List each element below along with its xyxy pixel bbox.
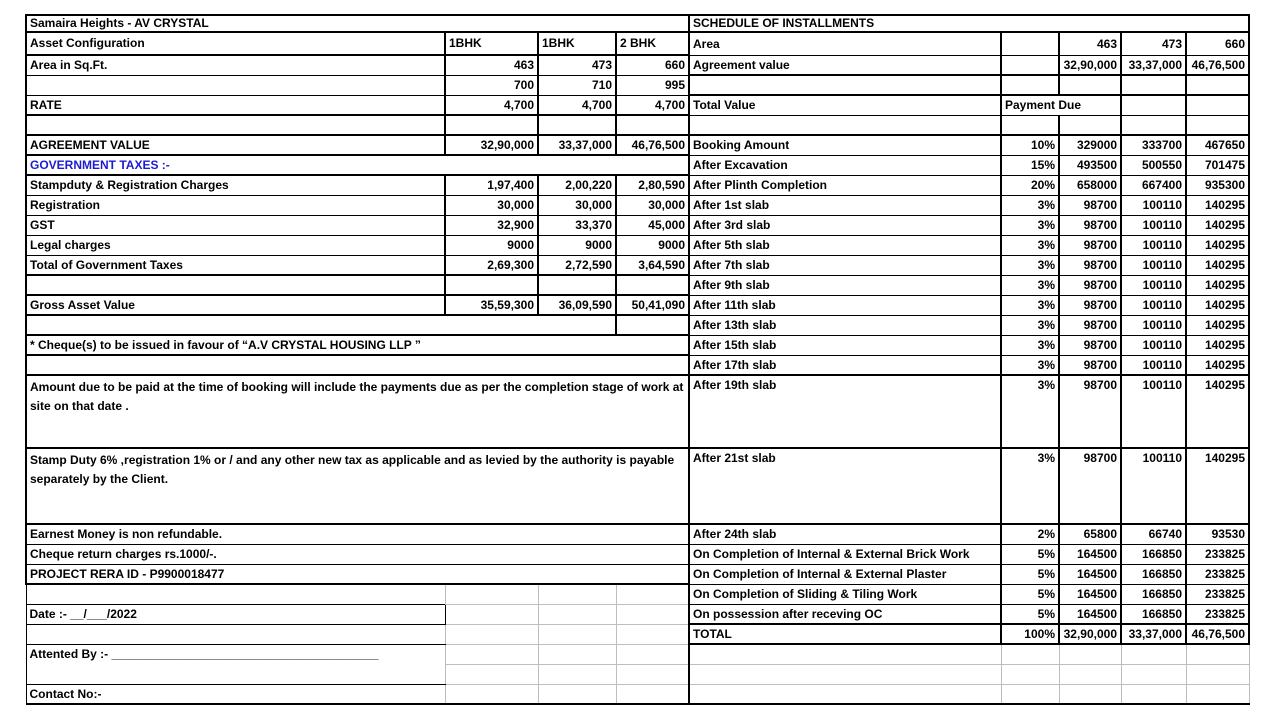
cell-r4c9 (1186, 75, 1249, 95)
cell-r24c5: On Completion of Sliding & Tiling Work (689, 584, 1001, 604)
cell-r24c9: 233825 (1186, 584, 1249, 604)
cell-r9c1: Stampduty & Registration Charges (26, 175, 445, 195)
col-header-1bhk-a: 1BHK (445, 32, 538, 55)
cell-r10c7: 98700 (1059, 195, 1121, 215)
cell-r7c3: 33,37,000 (538, 135, 616, 155)
cell-r28c4 (616, 664, 689, 684)
cell-r28c2 (445, 664, 538, 684)
cell-r16c5: After 13th slab (689, 315, 1001, 335)
row-12 (26, 235, 1249, 255)
row-18 (26, 355, 1249, 375)
row-19 (26, 375, 1249, 448)
cell-r6c8 (1121, 115, 1186, 135)
earnest-money-note: Earnest Money is non refundable. (26, 524, 689, 544)
stamp-duty-note: Stamp Duty 6% ,registration 1% or / and any other new tax as applicable and as levied by the authority is payable separately by the Client. (26, 448, 689, 524)
cell-r6c4 (616, 115, 689, 135)
cell-r7c4: 46,76,500 (616, 135, 689, 155)
row-7 (26, 135, 1249, 155)
cell-r9c6: 20% (1001, 175, 1059, 195)
cell-r2c6 (1001, 32, 1059, 55)
row-20 (26, 448, 1249, 524)
cell-r24c7: 164500 (1059, 584, 1121, 604)
spreadsheet (25, 14, 1250, 705)
cell-r27c6 (1001, 644, 1059, 664)
cell-r8c9: 701475 (1186, 155, 1249, 175)
cell-r11c5: After 3rd slab (689, 215, 1001, 235)
cell-r8c6: 15% (1001, 155, 1059, 175)
cell-r6c6 (1001, 115, 1059, 135)
cell-r3c4: 660 (616, 55, 689, 75)
cell-r25c2 (445, 604, 538, 624)
cell-r15c9: 140295 (1186, 295, 1249, 315)
cell-r14c6: 3% (1001, 275, 1059, 295)
cell-r26c9: 46,76,500 (1186, 624, 1249, 644)
cell-r26c1 (26, 624, 445, 644)
cell-r14c2 (445, 275, 538, 295)
cell-r15c2: 35,59,300 (445, 295, 538, 315)
cell-r28c5 (689, 664, 1001, 684)
cell-r3c1: Area in Sq.Ft. (26, 55, 445, 75)
cell-r7c9: 467650 (1186, 135, 1249, 155)
cell-r10c1: Registration (26, 195, 445, 215)
cell-r4c7 (1059, 75, 1121, 95)
cell-r7c8: 333700 (1121, 135, 1186, 155)
date-field: Date :- __/___/2022 (26, 604, 445, 624)
cell-r21c9: 93530 (1186, 524, 1249, 544)
cell-r17c7: 98700 (1059, 335, 1121, 355)
cell-r23c8: 166850 (1121, 564, 1186, 584)
cell-r27c9 (1186, 644, 1249, 664)
cell-r4c8 (1121, 75, 1186, 95)
cell-r26c4 (616, 624, 689, 644)
cell-r19c8: 100110 (1121, 375, 1186, 448)
cell-r2c8: 473 (1121, 32, 1186, 55)
row-26 (26, 624, 1249, 644)
cell-r12c4: 9000 (616, 235, 689, 255)
cell-r23c5: On Completion of Internal & External Plaster (689, 564, 1001, 584)
row-22 (26, 544, 1249, 564)
cell-r21c8: 66740 (1121, 524, 1186, 544)
cell-r12c2: 9000 (445, 235, 538, 255)
cell-r15c8: 100110 (1121, 295, 1186, 315)
cell-r8c7: 493500 (1059, 155, 1121, 175)
cell-r16c1 (26, 315, 616, 335)
cell-r3c5: Agreement value (689, 55, 1001, 75)
cell-r4c6 (1001, 75, 1059, 95)
cell-r9c2: 1,97,400 (445, 175, 538, 195)
row-5 (26, 95, 1249, 115)
cell-r20c8: 100110 (1121, 448, 1186, 524)
cell-r14c7: 98700 (1059, 275, 1121, 295)
cell-r9c8: 667400 (1121, 175, 1186, 195)
cell-r12c8: 100110 (1121, 235, 1186, 255)
cell-r10c8: 100110 (1121, 195, 1186, 215)
cell-r4c1 (26, 75, 445, 95)
cell-r29c9 (1186, 684, 1249, 704)
cell-r29c6 (1001, 684, 1059, 704)
cell-r23c9: 233825 (1186, 564, 1249, 584)
cell-r15c6: 3% (1001, 295, 1059, 315)
cell-r25c9: 233825 (1186, 604, 1249, 624)
cell-r25c3 (538, 604, 616, 624)
cell-r28c7 (1059, 664, 1121, 684)
cell-r26c7: 32,90,000 (1059, 624, 1121, 644)
cell-r2c9: 660 (1186, 32, 1249, 55)
cell-r6c2 (445, 115, 538, 135)
cell-r14c9: 140295 (1186, 275, 1249, 295)
cell-r25c7: 164500 (1059, 604, 1121, 624)
row-1 (26, 15, 1249, 32)
cell-r21c5: After 24th slab (689, 524, 1001, 544)
cell-r18c7: 98700 (1059, 355, 1121, 375)
row-27 (26, 644, 1249, 664)
cell-r13c9: 140295 (1186, 255, 1249, 275)
cell-r9c4: 2,80,590 (616, 175, 689, 195)
cell-r27c7 (1059, 644, 1121, 664)
cell-r24c6: 5% (1001, 584, 1059, 604)
row-23 (26, 564, 1249, 584)
cell-r25c6: 5% (1001, 604, 1059, 624)
cell-r22c6: 5% (1001, 544, 1059, 564)
cell-r6c9 (1186, 115, 1249, 135)
cell-r29c4 (616, 684, 689, 704)
cell-r13c7: 98700 (1059, 255, 1121, 275)
cell-r9c7: 658000 (1059, 175, 1121, 195)
attended-by-field: Attented By :- ________________________________________ (26, 644, 445, 664)
cell-r20c7: 98700 (1059, 448, 1121, 524)
total-label: TOTAL (689, 624, 1001, 644)
cell-r6c5 (689, 115, 1001, 135)
cell-r26c8: 33,37,000 (1121, 624, 1186, 644)
cell-r12c9: 140295 (1186, 235, 1249, 255)
cell-r29c2 (445, 684, 538, 704)
schedule-title: SCHEDULE OF INSTALLMENTS (689, 15, 1249, 32)
cell-r29c7 (1059, 684, 1121, 704)
cell-r29c5 (689, 684, 1001, 704)
total-value-label: Total Value (689, 95, 1001, 115)
section-government-taxes: GOVERNMENT TAXES :- (26, 155, 689, 175)
cell-r15c5: After 11th slab (689, 295, 1001, 315)
cheque-return-note: Cheque return charges rs.1000/-. (26, 544, 689, 564)
cell-r22c7: 164500 (1059, 544, 1121, 564)
cell-r10c4: 30,000 (616, 195, 689, 215)
cell-r11c3: 33,370 (538, 215, 616, 235)
cell-r13c8: 100110 (1121, 255, 1186, 275)
cell-r12c6: 3% (1001, 235, 1059, 255)
cell-r26c3 (538, 624, 616, 644)
area-label: Area (689, 32, 1001, 55)
cell-r13c3: 2,72,590 (538, 255, 616, 275)
cell-r17c8: 100110 (1121, 335, 1186, 355)
rate-label: RATE (26, 95, 445, 115)
col-header-2bhk: 2 BHK (616, 32, 689, 55)
row-13 (26, 255, 1249, 275)
row-25 (26, 604, 1249, 624)
cell-r3c2: 463 (445, 55, 538, 75)
cell-r7c2: 32,90,000 (445, 135, 538, 155)
cell-r20c6: 3% (1001, 448, 1059, 524)
cell-r10c2: 30,000 (445, 195, 538, 215)
cell-r28c9 (1186, 664, 1249, 684)
cell-r9c3: 2,00,220 (538, 175, 616, 195)
cell-r20c9: 140295 (1186, 448, 1249, 524)
cell-r25c4 (616, 604, 689, 624)
cell-r15c4: 50,41,090 (616, 295, 689, 315)
contact-no-field: Contact No:- (26, 684, 445, 704)
cell-r15c7: 98700 (1059, 295, 1121, 315)
cell-r11c7: 98700 (1059, 215, 1121, 235)
cell-r24c1 (26, 584, 445, 604)
row-29 (26, 684, 1249, 704)
cell-r21c6: 2% (1001, 524, 1059, 544)
row-24 (26, 584, 1249, 604)
row-4 (26, 75, 1249, 95)
row-3 (26, 55, 1249, 75)
cell-r4c2: 700 (445, 75, 538, 95)
booking-amount-note: Amount due to be paid at the time of booking will include the payments due as per the completion stage of work at site on that date . (26, 375, 689, 448)
cell-r5c9 (1186, 95, 1249, 115)
gross-asset-value-label: Gross Asset Value (26, 295, 445, 315)
cell-r18c1 (26, 355, 689, 375)
cell-r18c9: 140295 (1186, 355, 1249, 375)
cell-r16c6: 3% (1001, 315, 1059, 335)
cell-r11c2: 32,900 (445, 215, 538, 235)
cell-r12c5: After 5th slab (689, 235, 1001, 255)
cell-r19c7: 98700 (1059, 375, 1121, 448)
cell-r28c1 (26, 664, 445, 684)
cell-r9c9: 935300 (1186, 175, 1249, 195)
cell-r24c3 (538, 584, 616, 604)
cell-r4c4: 995 (616, 75, 689, 95)
cell-r3c7: 32,90,000 (1059, 55, 1121, 75)
cell-r12c1: Legal charges (26, 235, 445, 255)
cell-r27c4 (616, 644, 689, 664)
cell-r3c3: 473 (538, 55, 616, 75)
row-21 (26, 524, 1249, 544)
cell-r27c3 (538, 644, 616, 664)
cell-r13c2: 2,69,300 (445, 255, 538, 275)
cell-r19c6: 3% (1001, 375, 1059, 448)
cell-r17c9: 140295 (1186, 335, 1249, 355)
cell-r29c8 (1121, 684, 1186, 704)
cell-r24c2 (445, 584, 538, 604)
row-17 (26, 335, 1249, 355)
row-6 (26, 115, 1249, 135)
cell-r26c2 (445, 624, 538, 644)
cell-r23c7: 164500 (1059, 564, 1121, 584)
cell-r22c9: 233825 (1186, 544, 1249, 564)
cell-r19c9: 140295 (1186, 375, 1249, 448)
cell-r7c6: 10% (1001, 135, 1059, 155)
payment-due-label: Payment Due (1001, 95, 1121, 115)
cell-r25c8: 166850 (1121, 604, 1186, 624)
cheque-favour-note: * Cheque(s) to be issued in favour of “A.V CRYSTAL HOUSING LLP ” (26, 335, 689, 355)
row-28 (26, 664, 1249, 684)
cell-r12c3: 9000 (538, 235, 616, 255)
cell-r22c8: 166850 (1121, 544, 1186, 564)
cell-r8c8: 500550 (1121, 155, 1186, 175)
cell-r11c4: 45,000 (616, 215, 689, 235)
cell-r18c8: 100110 (1121, 355, 1186, 375)
cell-r14c5: After 9th slab (689, 275, 1001, 295)
cell-r11c9: 140295 (1186, 215, 1249, 235)
cell-r2c7: 463 (1059, 32, 1121, 55)
cell-r5c4: 4,700 (616, 95, 689, 115)
cell-r8c5: After Excavation (689, 155, 1001, 175)
cell-r13c4: 3,64,590 (616, 255, 689, 275)
cell-r6c1 (26, 115, 445, 135)
col-header-1bhk-b: 1BHK (538, 32, 616, 55)
cell-r5c2: 4,700 (445, 95, 538, 115)
cell-r17c5: After 15th slab (689, 335, 1001, 355)
cell-r12c7: 98700 (1059, 235, 1121, 255)
cell-r22c5: On Completion of Internal & External Brick Work (689, 544, 1001, 564)
cell-r14c4 (616, 275, 689, 295)
cell-r28c3 (538, 664, 616, 684)
cell-r3c8: 33,37,000 (1121, 55, 1186, 75)
cell-r21c7: 65800 (1059, 524, 1121, 544)
cell-r10c9: 140295 (1186, 195, 1249, 215)
cell-r15c3: 36,09,590 (538, 295, 616, 315)
cell-r6c3 (538, 115, 616, 135)
cell-r10c5: After 1st slab (689, 195, 1001, 215)
cell-r3c6 (1001, 55, 1059, 75)
cell-r9c5: After Plinth Completion (689, 175, 1001, 195)
cell-r20c5: After 21st slab (689, 448, 1001, 524)
agreement-value-label: AGREEMENT VALUE (26, 135, 445, 155)
asset-configuration-header: Asset Configuration (26, 32, 445, 55)
cell-r4c3: 710 (538, 75, 616, 95)
cell-r16c8: 100110 (1121, 315, 1186, 335)
cell-r16c7: 98700 (1059, 315, 1121, 335)
cell-r16c4 (616, 315, 689, 335)
cell-r24c4 (616, 584, 689, 604)
sheet-title: Samaira Heights - AV CRYSTAL (26, 15, 689, 32)
cell-r14c3 (538, 275, 616, 295)
cell-r14c8: 100110 (1121, 275, 1186, 295)
cell-r10c3: 30,000 (538, 195, 616, 215)
cell-r14c1 (26, 275, 445, 295)
row-10 (26, 195, 1249, 215)
cell-r28c6 (1001, 664, 1059, 684)
cell-r13c6: 3% (1001, 255, 1059, 275)
cell-r19c5: After 19th slab (689, 375, 1001, 448)
row-15 (26, 295, 1249, 315)
row-11 (26, 215, 1249, 235)
cell-r11c6: 3% (1001, 215, 1059, 235)
cell-r4c5 (689, 75, 1001, 95)
sheet-body (26, 15, 1249, 704)
cell-r11c8: 100110 (1121, 215, 1186, 235)
cell-r5c3: 4,700 (538, 95, 616, 115)
cell-r11c1: GST (26, 215, 445, 235)
row-2 (26, 32, 1249, 55)
cell-r6c7 (1059, 115, 1121, 135)
cell-r18c6: 3% (1001, 355, 1059, 375)
row-14 (26, 275, 1249, 295)
row-9 (26, 175, 1249, 195)
cell-r25c5: On possession after receving OC (689, 604, 1001, 624)
cell-r3c9: 46,76,500 (1186, 55, 1249, 75)
cell-r26c6: 100% (1001, 624, 1059, 644)
cell-r24c8: 166850 (1121, 584, 1186, 604)
cell-r27c5 (689, 644, 1001, 664)
cell-r7c5: Booking Amount (689, 135, 1001, 155)
cell-r28c8 (1121, 664, 1186, 684)
row-16 (26, 315, 1249, 335)
rera-id: PROJECT RERA ID - P9900018477 (26, 564, 689, 584)
cell-r5c8 (1121, 95, 1186, 115)
cell-r10c6: 3% (1001, 195, 1059, 215)
cell-r13c1: Total of Government Taxes (26, 255, 445, 275)
cell-r13c5: After 7th slab (689, 255, 1001, 275)
cell-r18c5: After 17th slab (689, 355, 1001, 375)
cell-r23c6: 5% (1001, 564, 1059, 584)
cell-r7c7: 329000 (1059, 135, 1121, 155)
cell-r27c8 (1121, 644, 1186, 664)
row-8 (26, 155, 1249, 175)
cell-r29c3 (538, 684, 616, 704)
cell-r27c2 (445, 644, 538, 664)
cell-r17c6: 3% (1001, 335, 1059, 355)
cell-r16c9: 140295 (1186, 315, 1249, 335)
